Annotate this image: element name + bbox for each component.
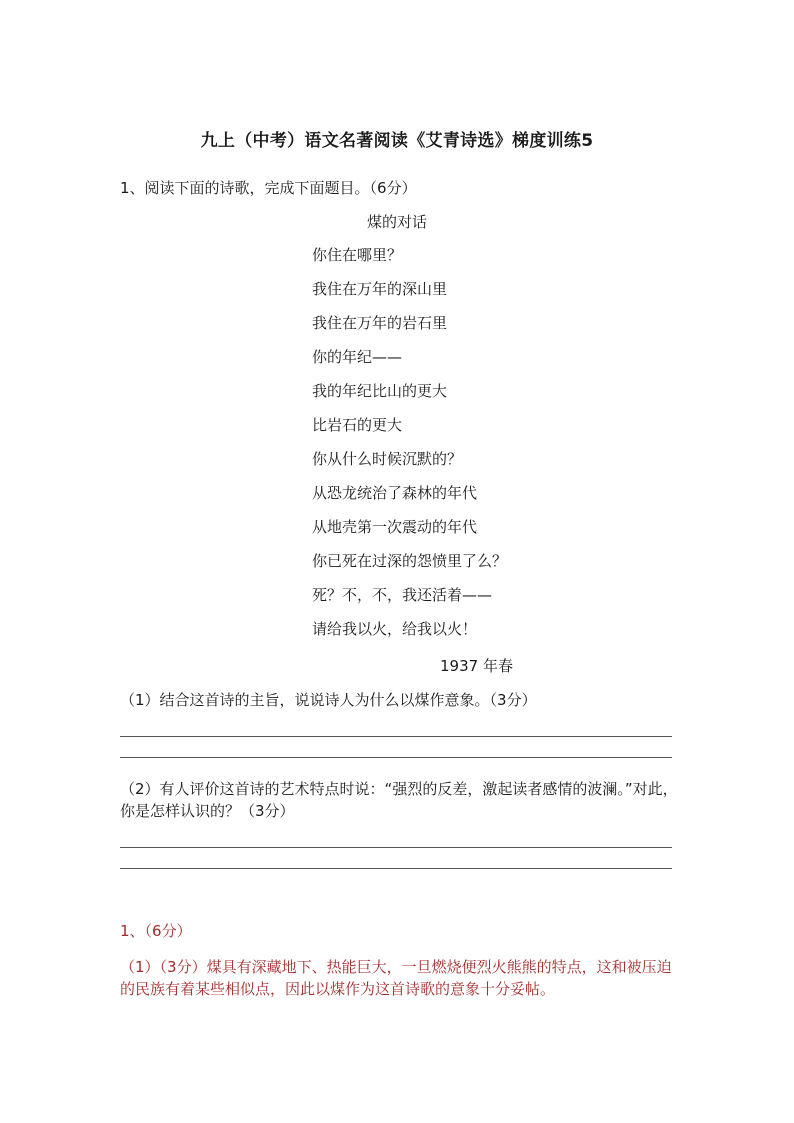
poem-line: 从地壳第一次震动的年代 <box>312 518 478 536</box>
poem-line: 你住在哪里？ <box>312 246 403 264</box>
poem-line: 比岩石的更大 <box>312 416 403 434</box>
answer-line <box>120 736 672 737</box>
poem-line: 你从什么时候沉默的？ <box>312 450 463 468</box>
answer-part-1: （1）（3分）煤具有深藏地下、热能巨大，一旦燃烧便烈火熊熊的特点，这和被压迫的民族有着某些相似点，因此以煤作为这首诗歌的意象十分妥帖。 <box>120 958 672 998</box>
answer-heading: 1、（6分） <box>120 922 192 940</box>
document-title: 九上（中考）语文名著阅读《艾青诗选》梯度训练5 <box>200 131 594 151</box>
poem-line: 我住在万年的深山里 <box>312 280 448 298</box>
sub-question-2: （2）有人评价这首诗的艺术特点时说：“强烈的反差，激起读者感情的波澜。”对此，你是怎样认识的？（3分） <box>120 780 678 820</box>
answer-line <box>120 847 672 848</box>
poem-date: 1937 年春 <box>440 657 513 675</box>
poem-title: 煤的对话 <box>366 213 427 231</box>
poem-line: 你已死在过深的怨愤里了么？ <box>312 552 508 570</box>
answer-line <box>120 868 672 869</box>
question-intro: 1、阅读下面的诗歌，完成下面题目。（6分） <box>120 179 417 197</box>
poem-line: 从恐龙统治了森林的年代 <box>312 484 478 502</box>
poem-line: 我住在万年的岩石里 <box>312 314 448 332</box>
poem-line: 你的年纪—— <box>312 348 403 366</box>
poem-line: 死？不，不，我还活着—— <box>312 586 493 604</box>
poem-line: 我的年纪比山的更大 <box>312 382 448 400</box>
poem-line: 请给我以火，给我以火！ <box>312 620 478 638</box>
answer-line <box>120 757 672 758</box>
poem-body <box>312 245 507 653</box>
sub-question-1: （1）结合这首诗的主旨，说说诗人为什么以煤作意象。（3分） <box>120 691 537 709</box>
